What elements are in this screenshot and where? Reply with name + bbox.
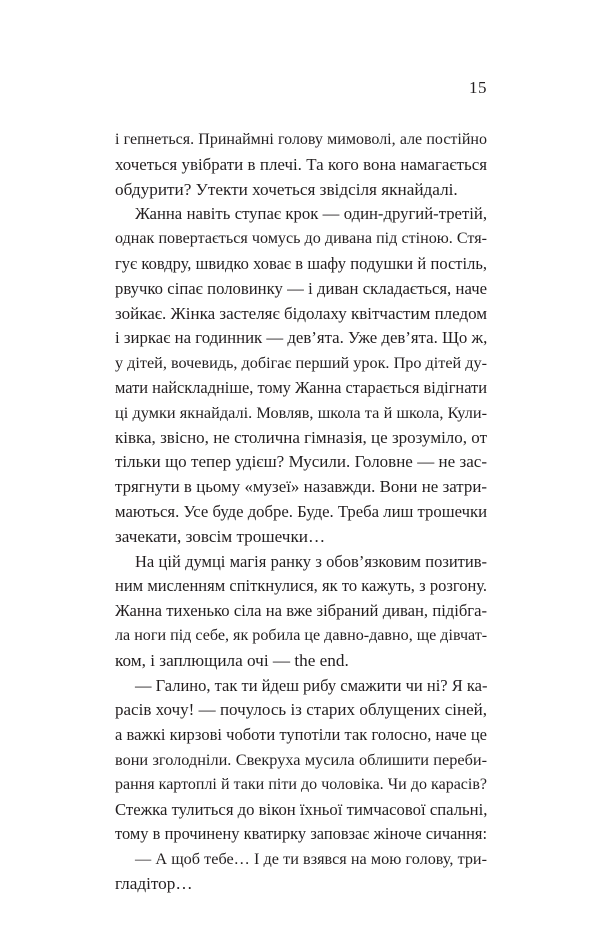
text-line: трягнути в цьому «музеї» назавжди. Вони не затри- bbox=[115, 477, 487, 497]
text-line: однак повертається чомусь до дивана під стіною. Стя- bbox=[115, 230, 487, 248]
body-text bbox=[115, 128, 487, 897]
text-line: мати найскладніше, тому Жанна старається відігнати bbox=[115, 377, 487, 397]
text-line: Жанна навіть ступає крок — один-другий-третій, bbox=[135, 204, 487, 224]
text-line: у дітей, вочевидь, добігає перший урок. Про дітей ду- bbox=[115, 354, 487, 373]
text-line: обдурити? Утекти хочеться звідсіля якнайдалі. bbox=[115, 179, 458, 199]
text-line: рання картоплі й таки піти до чоловіка. Чи до карасів? bbox=[115, 775, 487, 793]
text-line: тому в прочинену кватирку заповзає жіноче сичання: bbox=[115, 824, 487, 844]
text-line: зойкає. Жінка застеляє бідолаху квітчастим пледом bbox=[115, 303, 488, 323]
page-number: 15 bbox=[469, 78, 487, 97]
text-line: Жанна тихенько сіла на вже зібраний диван, підібга- bbox=[115, 601, 487, 621]
text-line: гладітор… bbox=[115, 873, 193, 893]
text-line: а важкі кирзові чоботи тупотіли так голосно, наче це bbox=[115, 725, 487, 745]
text-line: ним мисленням спіткнулися, як то кажуть, з розгону. bbox=[115, 576, 487, 596]
text-line: ком, і заплющила очі — the end. bbox=[115, 650, 349, 670]
text-line: вони зголодніли. Свекруха мусила облишити переби- bbox=[115, 749, 487, 769]
text-line: ці думки якнайдалі. Мовляв, школа та й школа, Кули- bbox=[115, 402, 487, 422]
text-line: і гепнеться. Принаймні голову мимоволі, але постійно bbox=[115, 131, 487, 148]
text-line: тільки що тепер удієш? Мусили. Головне — не зас- bbox=[115, 452, 487, 472]
text-line: хочеться увібрати в плечі. Та кого вона намагається bbox=[115, 154, 487, 174]
text-line: расів хочу! — почулось із старих облущених сіней, bbox=[115, 700, 487, 720]
text-line: Стежка тулиться до вікон їхньої тимчасової спальні, bbox=[115, 799, 488, 819]
text-line: ківка, звісно, не столична гімназія, це зрозуміло, от bbox=[115, 427, 487, 447]
text-line: На цій думці магія ранку з обов’язковим позитив- bbox=[135, 551, 487, 571]
text-line: рвучко сіпає половинку — і диван складається, наче bbox=[115, 278, 487, 298]
text-line: маються. Усе буде добре. Буде. Треба лиш трошечки bbox=[115, 501, 487, 521]
text-line: — Галино, так ти йдеш рибу смажити чи ні? Я ка- bbox=[135, 675, 488, 695]
text-line: зачекати, зовсім трошечки… bbox=[115, 526, 326, 546]
text-line: і зиркає на годинник — дев’ята. Уже дев’ята. Що ж, bbox=[115, 328, 488, 348]
text-line: — А щоб тебе… І де ти взявся на мою голову, три- bbox=[135, 850, 487, 869]
text-line: ла ноги під себе, як робила це давно-давно, ще дівчат- bbox=[115, 626, 488, 644]
text-line: гує ковдру, швидко ховає в шафу подушки й постіль, bbox=[115, 253, 487, 273]
